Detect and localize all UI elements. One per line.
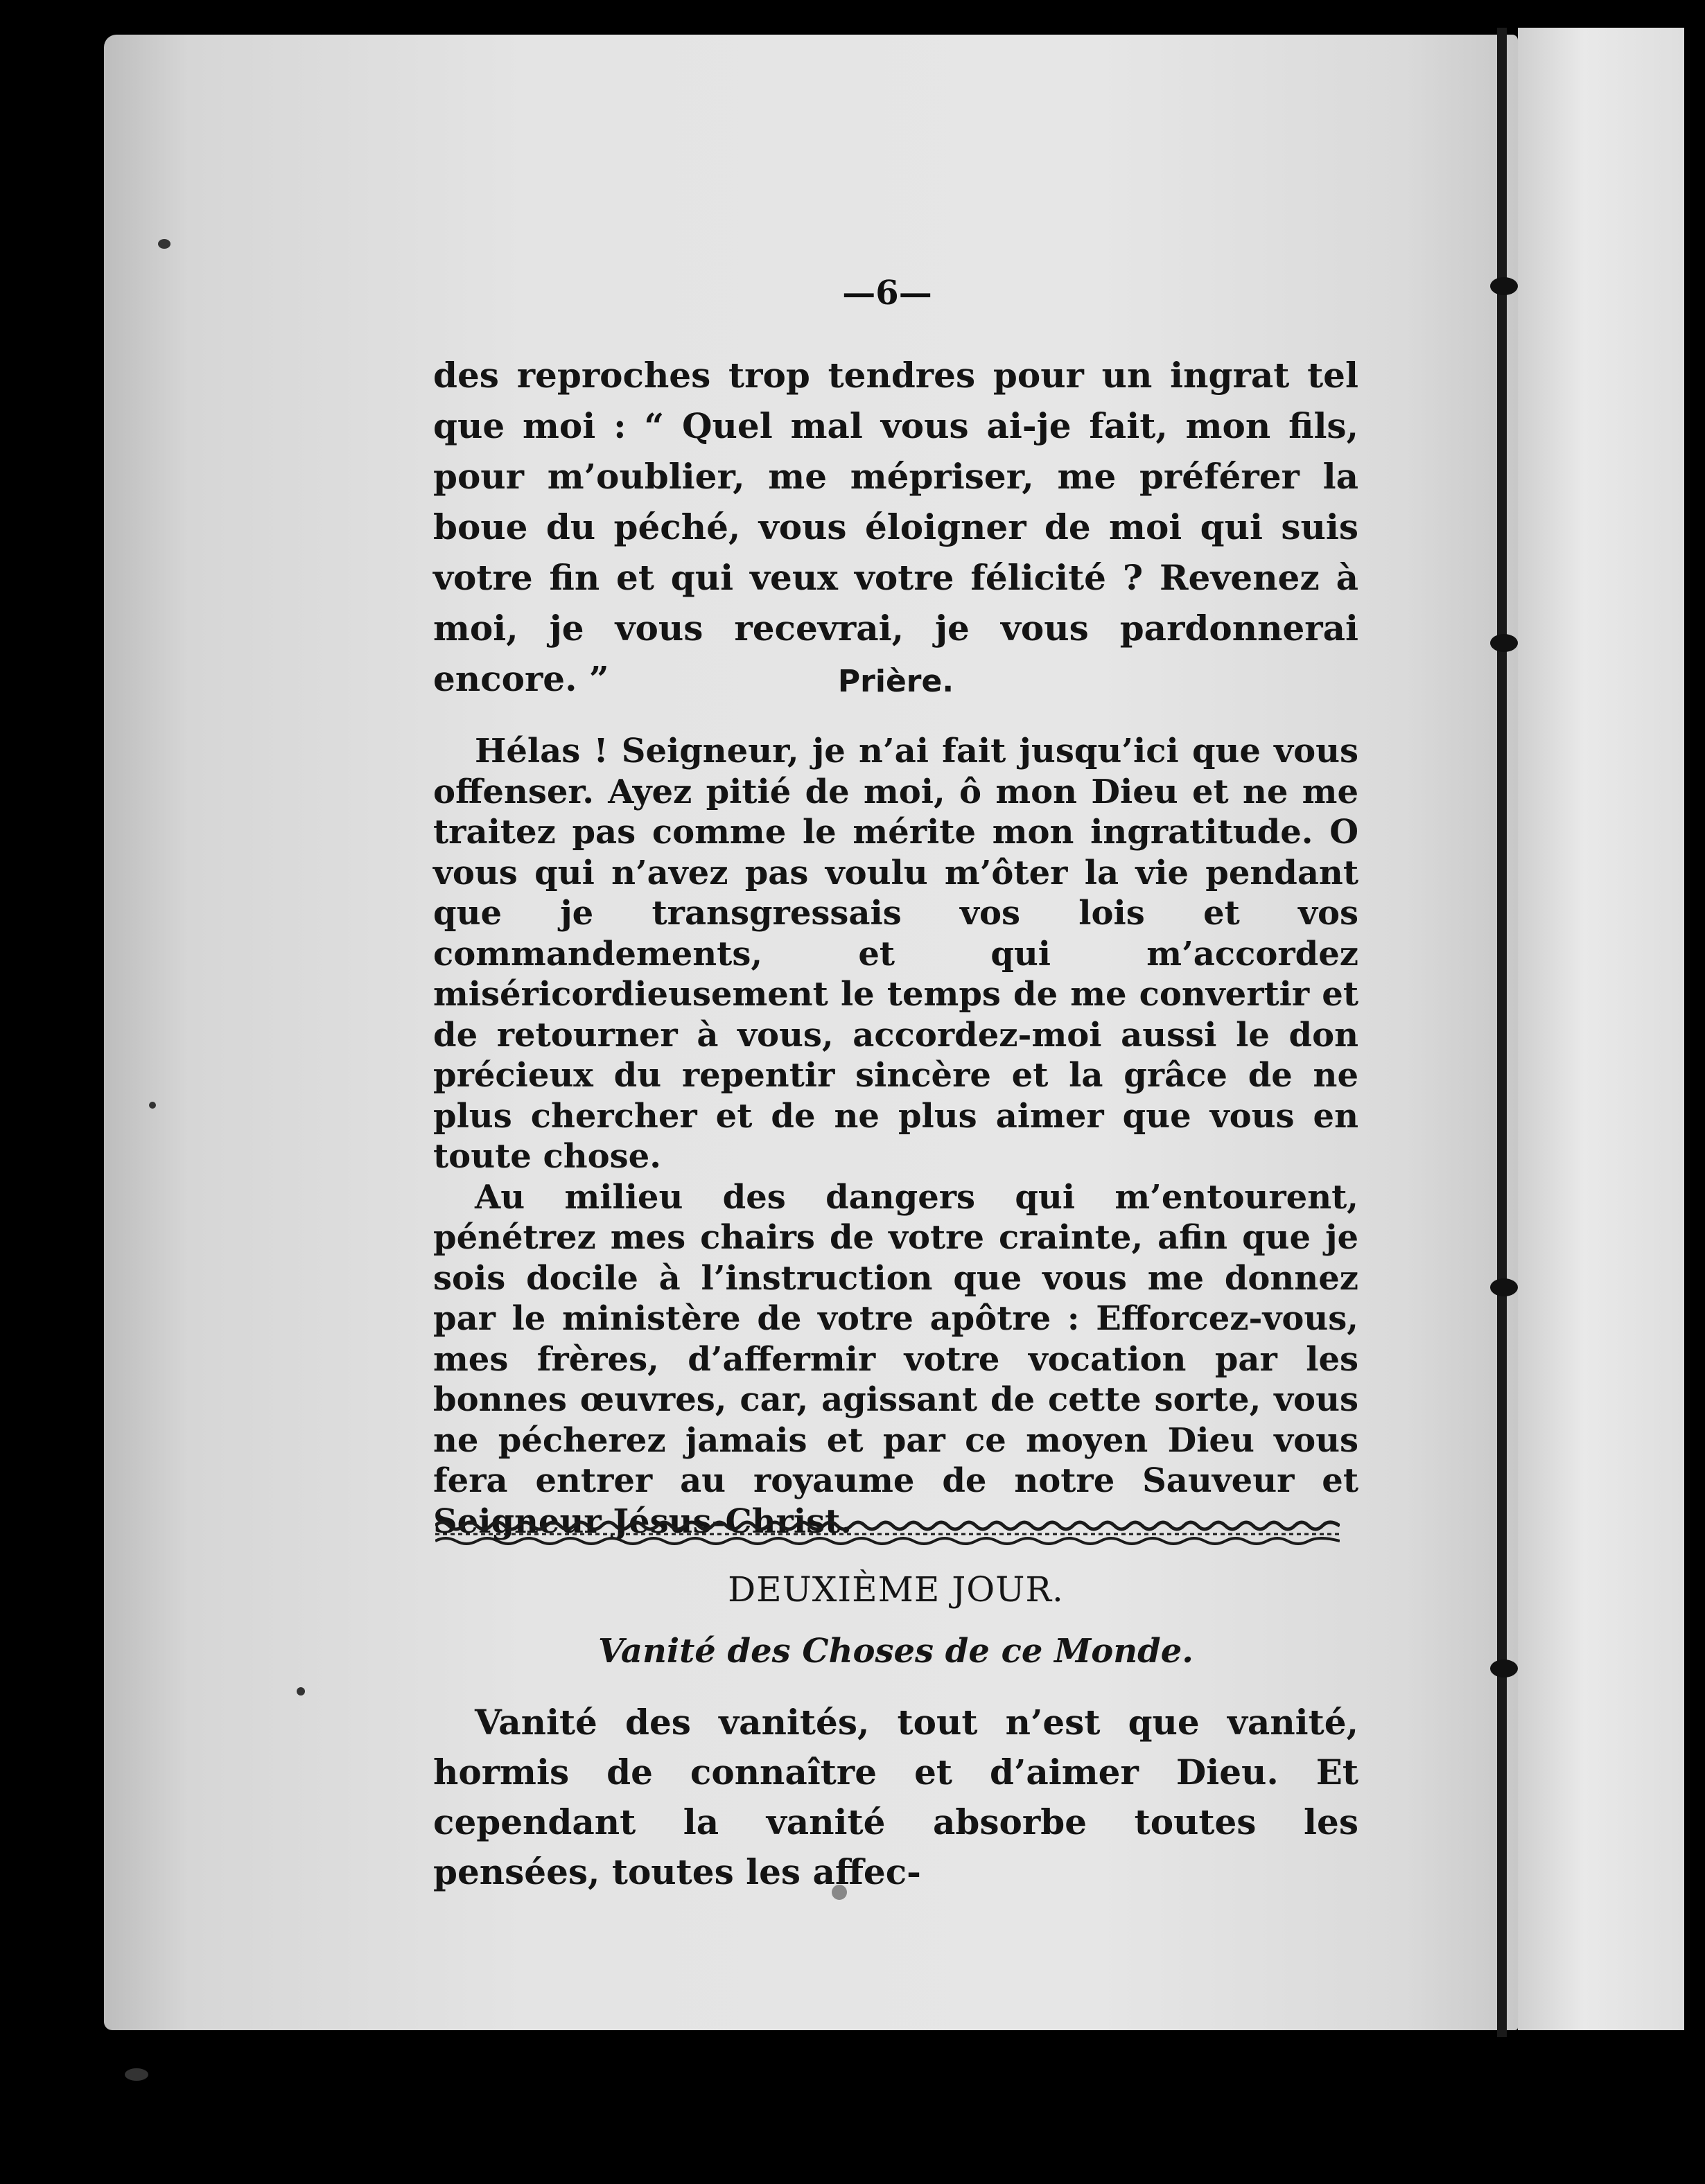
ink-speck <box>297 1687 305 1696</box>
chapter-body <box>433 1698 1358 1897</box>
ornamental-divider <box>435 1517 1340 1547</box>
ink-speck <box>158 239 170 249</box>
binding-staple <box>1490 634 1518 652</box>
section-heading-priere: Prière. <box>837 664 954 699</box>
ink-speck <box>149 1102 156 1109</box>
prayer-body <box>433 731 1358 1542</box>
paragraph-text: Hélas ! Seigneur, je n’ai fait jusqu’ici que vous offenser. Ayez pitié de moi, ô mon Dieu et ne me traitez pas comme le mérite mon ingratitude. O vous qui n’avez pas voulu m’ôter la vie pendant que je transgressais vos lois et vos commandements, et qui m’accordez miséricordieusement le temps de me convertir et de retourner à vous, accordez-moi aussi le don précieux du repentir sincère et la grâce de ne plus chercher et de ne plus aimer que vous en toute chose. <box>433 732 1358 1176</box>
paragraph-text: Au milieu des dangers qui m’entourent, pénétrez mes chairs de votre crainte, afin que je sois docile à l’instruction que vous me donnez par le ministère de votre apôtre : Efforcez-vous, mes frères, d’affermir votre vocation par les bonnes œuvres, car, agissant de cette sorte, vous ne pécherez jamais et par ce moyen Dieu vous fera entrer au royaume de notre Sauveur et Seigneur Jésus-Christ. <box>433 1177 1358 1541</box>
ink-speck <box>125 2068 148 2081</box>
adjacent-page-edge <box>1518 28 1684 2030</box>
binding-staple <box>1490 1278 1518 1296</box>
chapter-subtitle: Vanité des Choses de ce Monde. <box>598 1632 1194 1671</box>
book-spine <box>1497 28 1507 2037</box>
paragraph-text: des reproches trop tendres pour un ingrat tel que moi : “ Quel mal vous ai-je fait, mon fils, pour m’oublier, me mépriser, me préférer la boue du péché, vous éloigner de moi qui suis votre fin et qui veux votre félicité ? Revenez à moi, je vous recevrai, je vous pardonnerai encore. ” <box>433 355 1358 699</box>
chapter-heading: DEUXIÈME JOUR. <box>728 1569 1064 1610</box>
binding-staple <box>1490 277 1518 295</box>
page-number: —6— <box>842 274 932 312</box>
paragraph-text: Vanité des vanités, tout n’est que vanité, hormis de connaître et d’aimer Dieu. Et cependant la vanité absorbe toutes les pensées, toutes les affec- <box>433 1702 1358 1892</box>
binding-staple <box>1490 1659 1518 1677</box>
paragraph-continuation <box>433 350 1358 704</box>
